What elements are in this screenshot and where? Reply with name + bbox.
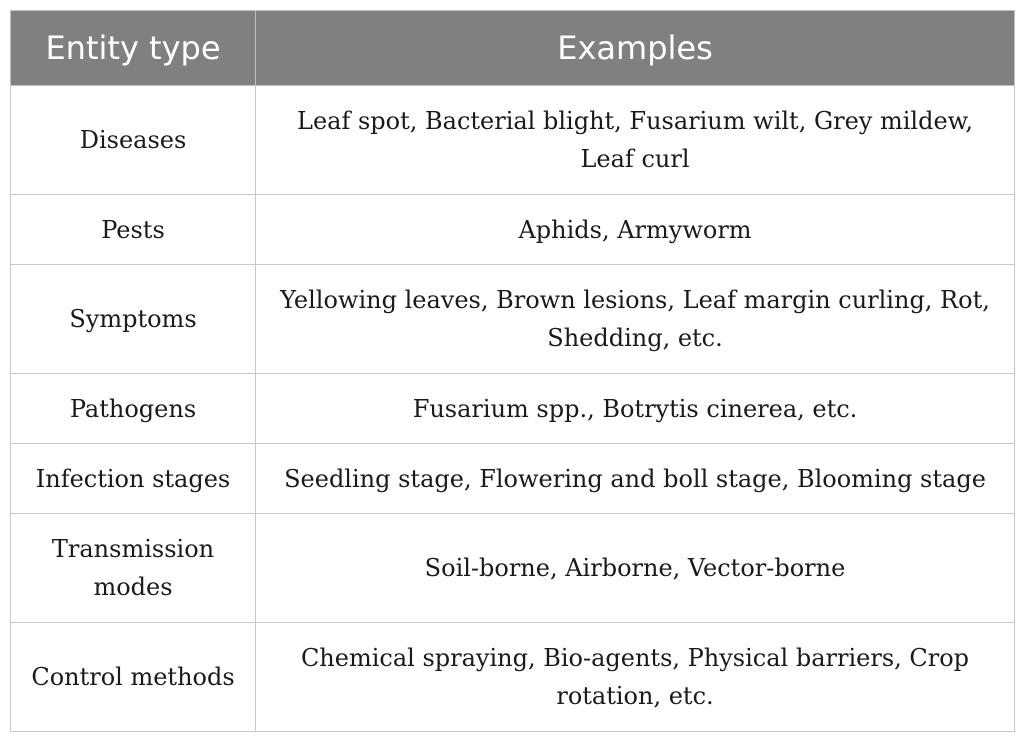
- entity-table-container: [10, 10, 1014, 732]
- entity-type-cell: Diseases: [11, 86, 256, 195]
- table-header-row: [11, 11, 1015, 86]
- examples-cell: Seedling stage, Flowering and boll stage, Blooming stage: [256, 444, 1015, 514]
- table-row: [11, 374, 1015, 444]
- examples-cell: Chemical spraying, Bio-agents, Physical barriers, Crop rotation, etc.: [256, 623, 1015, 732]
- examples-cell: Aphids, Armyworm: [256, 195, 1015, 265]
- entity-types-table: [10, 10, 1015, 732]
- entity-type-cell: Infection stages: [11, 444, 256, 514]
- table-row: [11, 195, 1015, 265]
- column-header-entity-type: Entity type: [11, 11, 256, 86]
- examples-cell: Fusarium spp., Botrytis cinerea, etc.: [256, 374, 1015, 444]
- table-row: [11, 623, 1015, 732]
- examples-cell: Leaf spot, Bacterial blight, Fusarium wilt, Grey mildew, Leaf curl: [256, 86, 1015, 195]
- table-row: [11, 86, 1015, 195]
- entity-type-cell: Symptoms: [11, 265, 256, 374]
- entity-type-cell: Transmission modes: [11, 514, 256, 623]
- examples-cell: Soil-borne, Airborne, Vector-borne: [256, 514, 1015, 623]
- examples-cell: Yellowing leaves, Brown lesions, Leaf margin curling, Rot, Shedding, etc.: [256, 265, 1015, 374]
- column-header-examples: Examples: [256, 11, 1015, 86]
- entity-type-cell: Pests: [11, 195, 256, 265]
- entity-type-cell: Pathogens: [11, 374, 256, 444]
- table-row: [11, 514, 1015, 623]
- table-row: [11, 265, 1015, 374]
- table-row: [11, 444, 1015, 514]
- entity-type-cell: Control methods: [11, 623, 256, 732]
